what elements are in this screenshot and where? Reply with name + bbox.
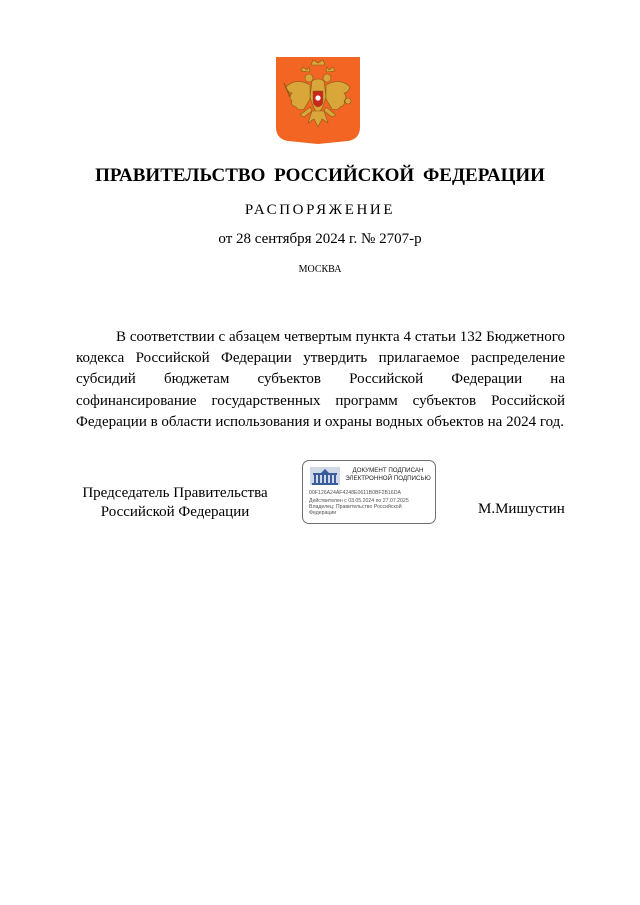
document-date-number: от 28 сентября 2024 г. № 2707-р — [218, 231, 422, 247]
stamp-validity: Действителен с 03.05.2024 по 27.07.2025 — [309, 498, 409, 504]
stamp-owner: Владелец: Правительство Российской Федерации — [309, 504, 402, 516]
stamp-heading-line2: ЭЛЕКТРОННОЙ ПОДПИСЬЮ — [345, 475, 431, 482]
signer-title-line1: Председатель Правительства — [82, 485, 268, 501]
stamp-certificate-serial: 00F126A24AF4248E0611B0BF2B16DA — [309, 490, 401, 496]
stamp-heading-line1: ДОКУМЕНТ ПОДПИСАН — [352, 467, 424, 474]
signer-title — [60, 484, 290, 522]
stamp-heading — [341, 467, 435, 483]
government-building-icon — [309, 466, 341, 486]
signer-title-line2: Российской Федерации — [100, 504, 250, 520]
signer-name: М.Мишустин — [478, 501, 565, 517]
order-paragraph: В соответствии с абзацем четвертым пункта 4 статьи 132 Бюджетного кодекса Российской Федерации утвердить прилагаемое распределение субсидий бюджетам субъектов Российской Федерации на софинансирование государственных программ субъектов Российской Федерации в области использования и охраны водных объектов на 2024 год. — [76, 329, 565, 430]
russian-coat-of-arms-icon — [276, 57, 360, 144]
document-type: РАСПОРЯЖЕНИЕ — [244, 202, 396, 218]
electronic-signature-stamp — [302, 460, 436, 524]
government-title: ПРАВИТЕЛЬСТВО РОССИЙСКОЙ ФЕДЕРАЦИИ — [95, 165, 545, 186]
document-city: МОСКВА — [298, 264, 342, 275]
